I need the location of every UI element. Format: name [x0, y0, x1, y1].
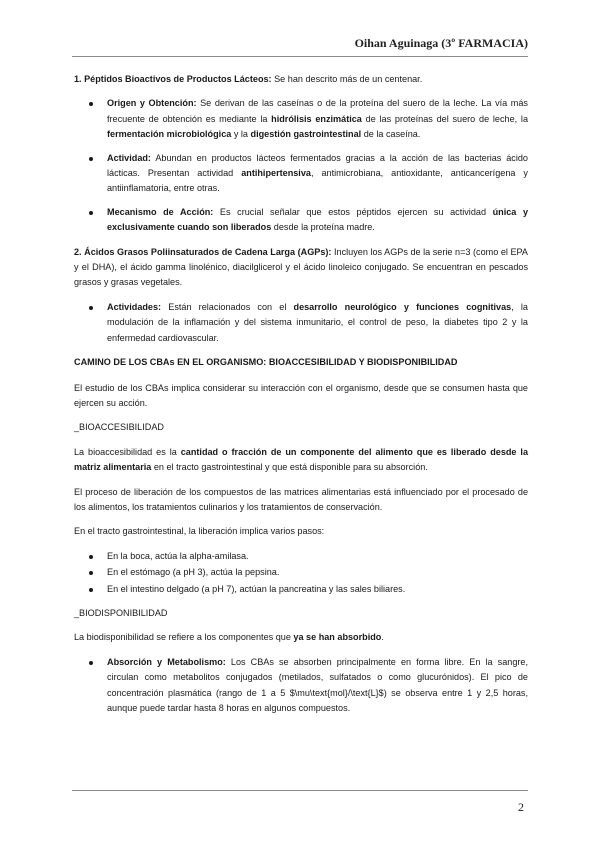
section-title: 1. Péptidos Bioactivos de Productos Lácteos: — [74, 74, 272, 84]
section-peptidos: 1. Péptidos Bioactivos de Productos Lácteos: Se han descrito más de un centenar. — [74, 74, 423, 84]
bullet-icon — [89, 661, 93, 665]
section-heading: CAMINO DE LOS CBAs EN EL ORGANISMO: BIOACCESIBILIDAD Y BIODISPONIBILIDAD — [74, 357, 458, 368]
header-author: Oihan Aguinaga (3º FARMACIA) — [354, 36, 528, 50]
paragraph: En el tracto gastrointestinal, la liberación implica varios pasos: — [74, 526, 325, 537]
document-body — [74, 72, 528, 725]
list-item: Mecanismo de Acción: Es crucial señalar que estos péptidos ejercen su actividad única y exclusivamente cuando son liberados desde la proteína madre. — [74, 205, 528, 236]
peptidos-list — [74, 96, 528, 235]
bullet-icon — [89, 555, 93, 559]
section-title: 2. Ácidos Grasos Poliinsaturados de Cadena Larga ( — [74, 246, 301, 257]
paragraph: El proceso de liberación de los compuestos de las matrices alimentarias está influenciado por el procesado de los alimentos, los tratamientos culinarios y los tratamientos de conservación. — [74, 486, 528, 512]
bullet-icon — [89, 211, 93, 215]
bullet-icon — [89, 571, 93, 575]
page-number: 2 — [518, 800, 524, 814]
bullet-icon — [89, 102, 93, 106]
list-item: Absorción y Metabolismo: Los CBAs se absorben principalmente en forma libre. En la sangre, circulan como metabolitos conjugados (metilados, sulfatados o como glucurónidos). El pico de concentración plasmática (rango de 1 a 5 $\mu\text{mol}/\text{L}$) se observa entre 1 y 2,5 horas, aunque puede tardar hasta 8 horas en algunos compuestos. — [74, 655, 528, 717]
list-item: En la boca, actúa la alpha-amilasa. — [74, 549, 528, 564]
list-item: Actividad: Abundan en productos lácteos fermentados gracias a la acción de las bacterias ácido lácticas. Presentan actividad antihipertensiva, antimicrobiana, antioxidante, anticancerígena y antiinflamatoria, entre otras. — [74, 151, 528, 197]
bullet-icon — [89, 306, 93, 310]
footer-rule — [72, 790, 528, 791]
list-item: En el intestino delgado (a pH 7), actúan la pancreatina y las sales biliares. — [74, 582, 528, 597]
subsection-heading: _BIODISPONIBILIDAD — [74, 607, 168, 618]
paragraph: La biodisponibilidad se refiere a los componentes que ya se han absorbido. — [74, 632, 384, 643]
agps-list — [74, 300, 528, 346]
biodisponibilidad-list — [74, 655, 528, 717]
list-item: En el estómago (a pH 3), actúa la pepsina. — [74, 565, 528, 580]
list-item: Origen y Obtención: Se derivan de las caseínas o de la proteína del suero de la leche. La vía más frecuente de obtención es mediante la hidrólisis enzimática de las proteínas del suero de leche, la fermentación microbiológica y la digestión gastrointestinal de la caseína. — [74, 96, 528, 142]
bullet-icon — [89, 588, 93, 592]
section-agps: 2. Ácidos Grasos Poliinsaturados de Cadena Larga (AGPs): Incluyen los AGPs de la serie n=3 (como el EPA y el DHA), el ácido gamma linolénico, diacilglicerol y el ácido linoleico conjugado. Se encuentran en pescados grasos y grasas vegetales. — [74, 246, 529, 288]
paragraph: La bioaccesibilidad es la cantidad o fracción de un componente del alimento que es liberado desde la matriz alimentaria en el tracto gastrointestinal y que está disponible para su absorción. — [74, 446, 528, 473]
bullet-icon — [89, 157, 93, 161]
subsection-heading: _BIOACCESIBILIDAD — [74, 422, 164, 433]
paragraph: El estudio de los CBAs implica considerar su interacción con el organismo, desde que se consumen hasta que ejercen su acción. — [74, 382, 528, 408]
steps-list — [74, 549, 528, 597]
header-rule — [72, 56, 528, 57]
list-item: Actividades: Están relacionados con el desarrollo neurológico y funciones cognitivas, la modulación de la inflamación y del sistema inmunitario, el control de peso, la diabetes tipo 2 y la enfermedad cardiovascular. — [74, 300, 528, 346]
